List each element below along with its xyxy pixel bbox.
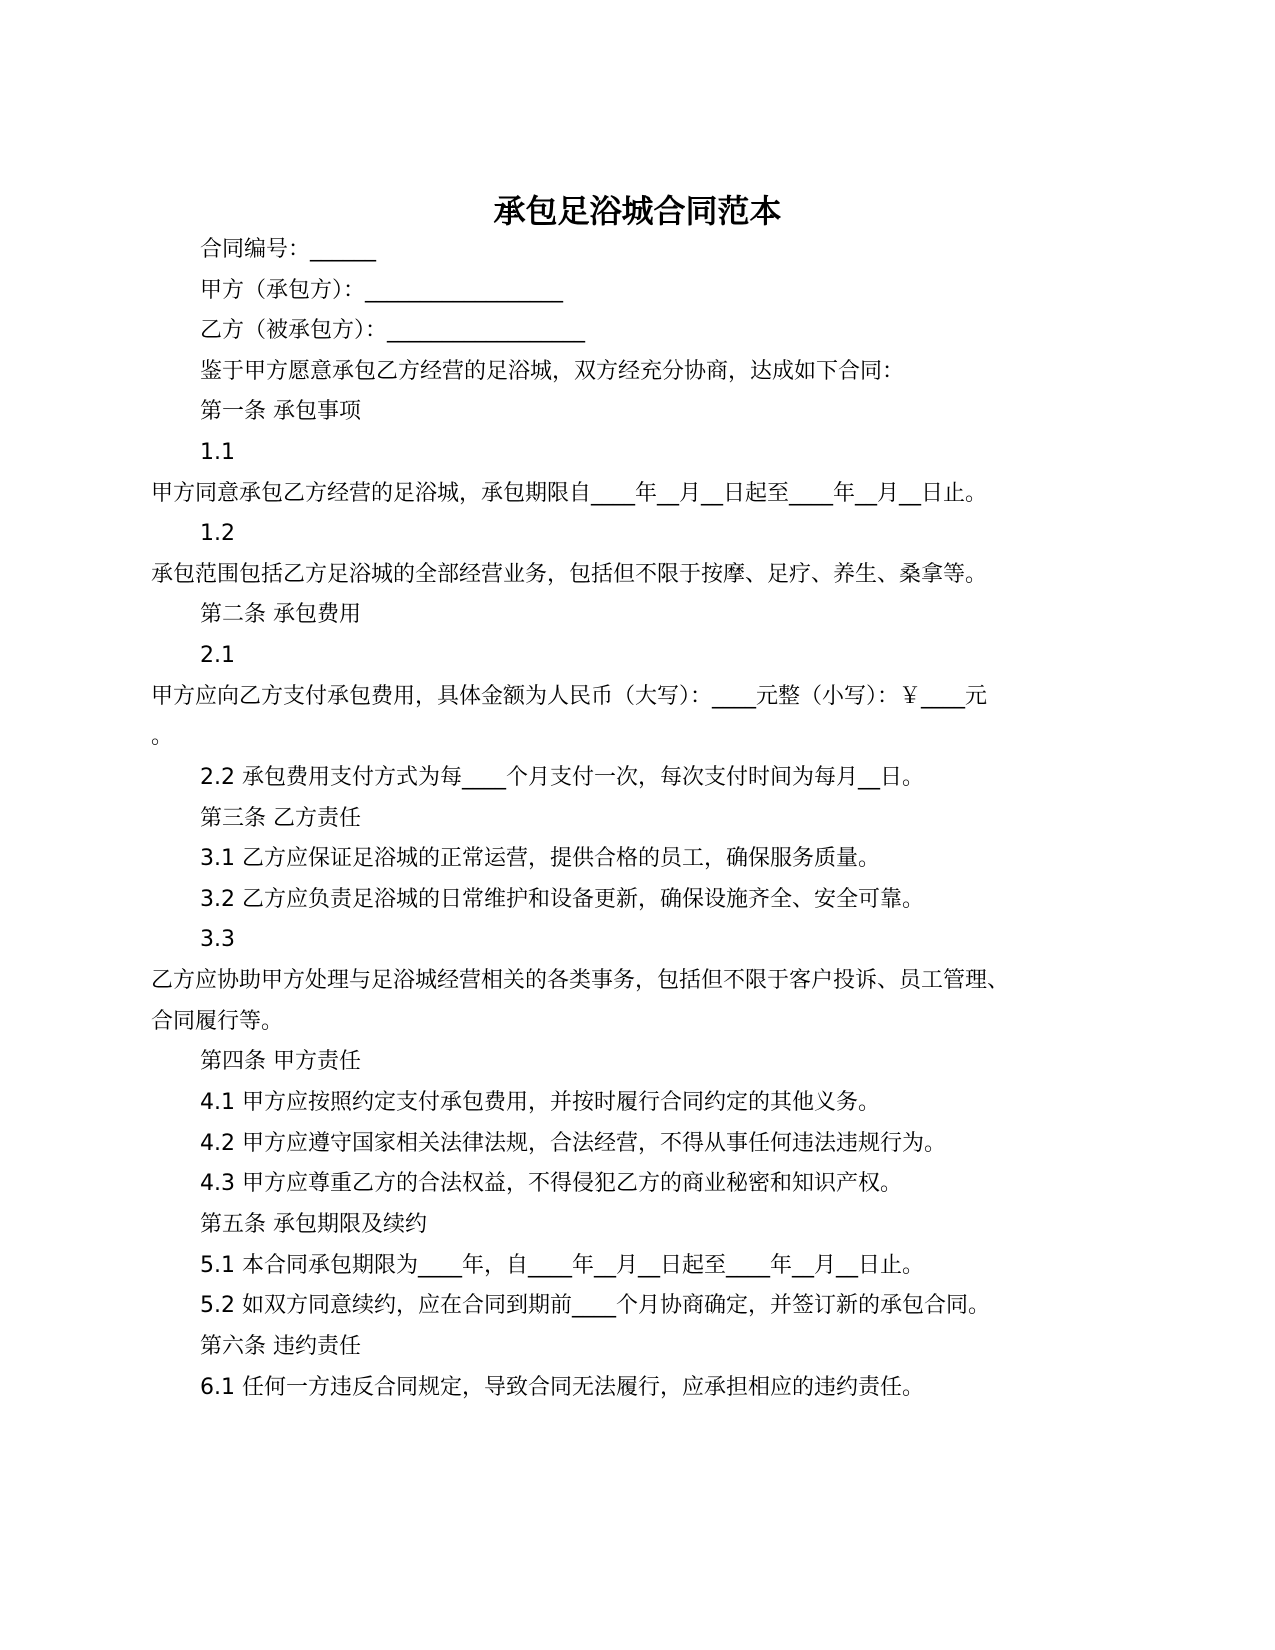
clause-number: 3.3: [200, 927, 235, 952]
clause-text-continuation: 合同履行等。: [151, 1009, 284, 1034]
clause-number: 1.1: [200, 440, 235, 465]
article-4-heading: 第四条 甲方责任: [200, 1049, 361, 1074]
clause-text: 4.1 甲方应按照约定支付承包费用，并按时履行合同约定的其他义务。: [200, 1090, 880, 1115]
clause-text: 甲方同意承包乙方经营的足浴城，承包期限自____年__月__日起至____年__月__日止。: [151, 481, 988, 506]
article-1-heading: 第一条 承包事项: [200, 399, 361, 424]
clause-text: 3.2 乙方应负责足浴城的日常维护和设备更新，确保设施齐全、安全可靠。: [200, 887, 924, 912]
clause-text: 甲方应向乙方支付承包费用，具体金额为人民币（大写）：____元整（小写）：￥____元: [151, 684, 988, 709]
clause-text: 6.1 任何一方违反合同规定，导致合同无法履行，应承担相应的违约责任。: [200, 1375, 924, 1400]
preamble: 鉴于甲方愿意承包乙方经营的足浴城，双方经充分协商，达成如下合同：: [200, 359, 905, 384]
clause-text-continuation: 。: [151, 724, 174, 749]
clause-text: 承包范围包括乙方足浴城的全部经营业务，包括但不限于按摩、足疗、养生、桑拿等。: [151, 562, 988, 587]
clause-text: 4.3 甲方应尊重乙方的合法权益，不得侵犯乙方的商业秘密和知识产权。: [200, 1171, 902, 1196]
party-b-field: 乙方（被承包方）：__________________: [200, 318, 586, 343]
article-3-heading: 第三条 乙方责任: [200, 806, 361, 831]
article-5-heading: 第五条 承包期限及续约: [200, 1212, 427, 1237]
clause-text: 5.2 如双方同意续约，应在合同到期前____个月协商确定，并签订新的承包合同。: [200, 1293, 990, 1318]
clause-text: 乙方应协助甲方处理与足浴城经营相关的各类事务，包括但不限于客户投诉、员工管理、: [151, 968, 1010, 993]
party-a-field: 甲方（承包方）：__________________: [200, 278, 564, 303]
clause-text: 5.1 本合同承包期限为____年，自____年__月__日起至____年__月__日止。: [200, 1253, 924, 1278]
clause-text: 4.2 甲方应遵守国家相关法律法规，合法经营，不得从事任何违法违规行为。: [200, 1131, 946, 1156]
document-title: 承包足浴城合同范本: [493, 192, 782, 230]
clause-text: 3.1 乙方应保证足浴城的正常运营，提供合格的员工，确保服务质量。: [200, 846, 880, 871]
clause-number: 1.2: [200, 521, 235, 546]
clause-text: 2.2 承包费用支付方式为每____个月支付一次，每次支付时间为每月__日。: [200, 765, 924, 790]
clause-number: 2.1: [200, 643, 235, 668]
contract-number-field: 合同编号：______: [200, 237, 377, 262]
article-2-heading: 第二条 承包费用: [200, 602, 361, 627]
article-6-heading: 第六条 违约责任: [200, 1334, 361, 1359]
